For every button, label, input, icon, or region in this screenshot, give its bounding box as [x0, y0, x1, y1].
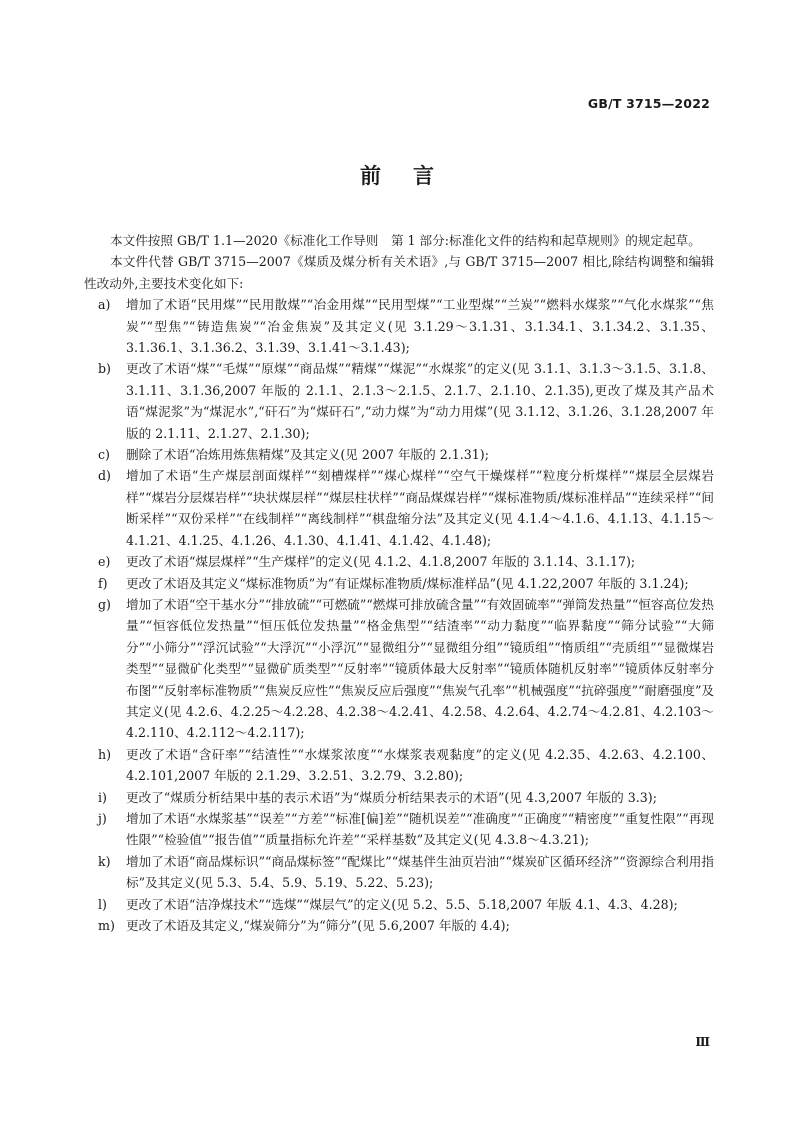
- list-item-d: [84, 465, 714, 551]
- intro-paragraph-2: 本文件代替 GB/T 3715—2007《煤质及煤分析有关术语》,与 GB/T 3715—2007 相比,除结构调整和编辑性改动外,主要技术变化如下:: [84, 254, 714, 291]
- document-body: [84, 230, 714, 936]
- list-item-a: [84, 294, 714, 358]
- list-item-text: 更改了术语“煤层煤样”“生产煤样”的定义(见 4.1.2、4.1.8,2007 年版的 3.1.14、3.1.17);: [126, 554, 636, 570]
- list-item-label: g): [98, 596, 111, 612]
- list-item-text: 增加了术语“水煤浆基”“误差”“方差”“标准[偏]差”“随机误差”“准确度”“正确度”“精密度”“重复性限”“再现性限”“检验值”“报告值”“质量指标允许差”“采样基数”及其定义(见 4.3.8～4.3.21);: [126, 810, 714, 848]
- list-item-label: d): [98, 468, 111, 484]
- list-item-i: [84, 787, 714, 808]
- list-item-c: [84, 444, 714, 465]
- list-item-text: 更改了术语“煤”“毛煤”“原煤”“商品煤”“精煤”“煤泥”“水煤浆”的定义(见 3.1.1、3.1.3～3.1.5、3.1.8、3.1.11、3.1.36,2007 年版的 2.1.1、2.1.3～2.1.5、2.1.7、2.1.10、2.1.35),更改了煤及其产品术语“煤泥浆”为“煤泥水”,“矸石”为“煤矸石”,“动力煤”为“动力用煤”(见 3.1.12、3.1.26、3.1.28,2007 年版的 2.1.11、2.1.27、2.1.30);: [126, 361, 714, 441]
- list-item-f: [84, 573, 714, 594]
- list-item-label: j): [98, 810, 107, 826]
- list-item-text: 增加了术语“商品煤标识”“商品煤标签”“配煤比”“煤基伴生油页岩油”“煤炭矿区循环经济”“资源综合利用指标”及其定义(见 5.3、5.4、5.9、5.19、5.22、5.23);: [126, 853, 714, 891]
- list-item-label: c): [98, 447, 110, 463]
- list-item-m: [84, 915, 714, 936]
- list-item-label: f): [98, 575, 108, 591]
- list-item-text: 更改了“煤质分析结果中基的表示术语”为“煤质分析结果表示的术语”(见 4.3,2007 年版的 3.3);: [126, 789, 657, 805]
- list-item-j: [84, 808, 714, 851]
- list-item-label: h): [98, 746, 112, 762]
- page-title: 前言: [360, 164, 466, 188]
- list-item-label: l): [98, 896, 107, 912]
- list-item-text: 增加了术语“空干基水分”“排放硫”“可燃硫”“燃煤可排放硫含量”“有效固硫率”“弹筒发热量”“恒容高位发热量”“恒容低位发热量”“恒压低位发热量”“格金焦型”“结渣率”“动力黏度”“临界黏度”“筛分试验”“大筛分”“小筛分”“浮沉试验”“大浮沉”“小浮沉”“显微组分”“显微组分组”“镜质组”“惰质组”“壳质组”“显微煤岩类型”“显微矿化类型”“显微矿质类型”“反射率”“镜质体最大反射率”“镜质体随机反射率”“镜质体反射率分布图”“反射率标准物质”“焦炭反应性”“焦炭反应后强度”“焦炭气孔率”“机械强度”“抗碎强度”“耐磨强度”及其定义(见 4.2.6、4.2.25～4.2.28、4.2.38～4.2.41、4.2.58、4.2.64、4.2.74～4.2.81、4.2.103～4.2.110、4.2.112～4.2.117);: [126, 596, 714, 741]
- list-item-label: m): [98, 918, 115, 933]
- list-item-label: e): [98, 554, 111, 570]
- intro-paragraph-1: 本文件按照 GB/T 1.1—2020《标准化工作导则 第 1 部分:标准化文件的结构和起草规则》的规定起草。: [110, 233, 701, 248]
- list-item-text: 更改了术语“洁净煤技术”“选煤”“煤层气”的定义(见 5.2、5.5、5.18,2007 年版 4.1、4.3、4.28);: [126, 896, 678, 912]
- list-item-label: k): [98, 853, 111, 869]
- list-item-b: [84, 358, 714, 444]
- list-item-text: 更改了术语“含矸率”“结渣性”“水煤浆浓度”“水煤浆表观黏度”的定义(见 4.2.35、4.2.63、4.2.100、4.2.101,2007 年版的 2.1.29、3.2.51、3.2.79、3.2.80);: [126, 746, 714, 784]
- list-item-e: [84, 551, 714, 572]
- list-item-text: 删除了术语“冶炼用炼焦精煤”及其定义(见 2007 年版的 2.1.31);: [126, 447, 489, 463]
- list-item-g: [84, 594, 714, 744]
- list-item-text: 增加了术语“民用煤”“民用散煤”“冶金用煤”“民用型煤”“工业型煤”“兰炭”“燃料水煤浆”“气化水煤浆”“焦炭”“型焦”“铸造焦炭”“冶金焦炭”及其定义(见 3.1.29～3.1.31、3.1.34.1、3.1.34.2、3.1.35、3.1.36.1、3.1.36.2、3.1.39、3.1.41～3.1.43);: [126, 297, 714, 356]
- standard-code: GB/T 3715—2022: [587, 96, 710, 111]
- list-item-k: [84, 851, 714, 894]
- list-item-text: 更改了术语及其定义“煤标准物质”为“有证煤标准物质/煤标准样品”(见 4.1.22,2007 年版的 3.1.24);: [126, 575, 689, 591]
- list-item-label: b): [98, 361, 111, 377]
- list-item-h: [84, 744, 714, 787]
- list-item-text: 增加了术语“生产煤层剖面煤样”“刻槽煤样”“煤心煤样”“空气干燥煤样”“粒度分析煤样”“煤层全层煤岩样”“煤岩分层煤岩样”“块状煤层样”“煤层柱状样”“商品煤煤岩样”“煤标准物质/煤标准样品”“连续采样”“间断采样”“双份采样”“在线制样”“离线制样”“棋盘缩分法”及其定义(见 4.1.4～4.1.6、4.1.13、4.1.15～4.1.21、4.1.25、4.1.26、4.1.30、4.1.41、4.1.42、4.1.48);: [126, 468, 714, 548]
- page-number: Ⅲ: [695, 1035, 710, 1049]
- list-item-text: 更改了术语及其定义,“煤炭筛分”为“筛分”(见 5.6,2007 年版的 4.4);: [126, 918, 510, 933]
- list-item-label: i): [98, 789, 107, 805]
- list-item-l: [84, 894, 714, 915]
- list-item-label: a): [98, 297, 111, 313]
